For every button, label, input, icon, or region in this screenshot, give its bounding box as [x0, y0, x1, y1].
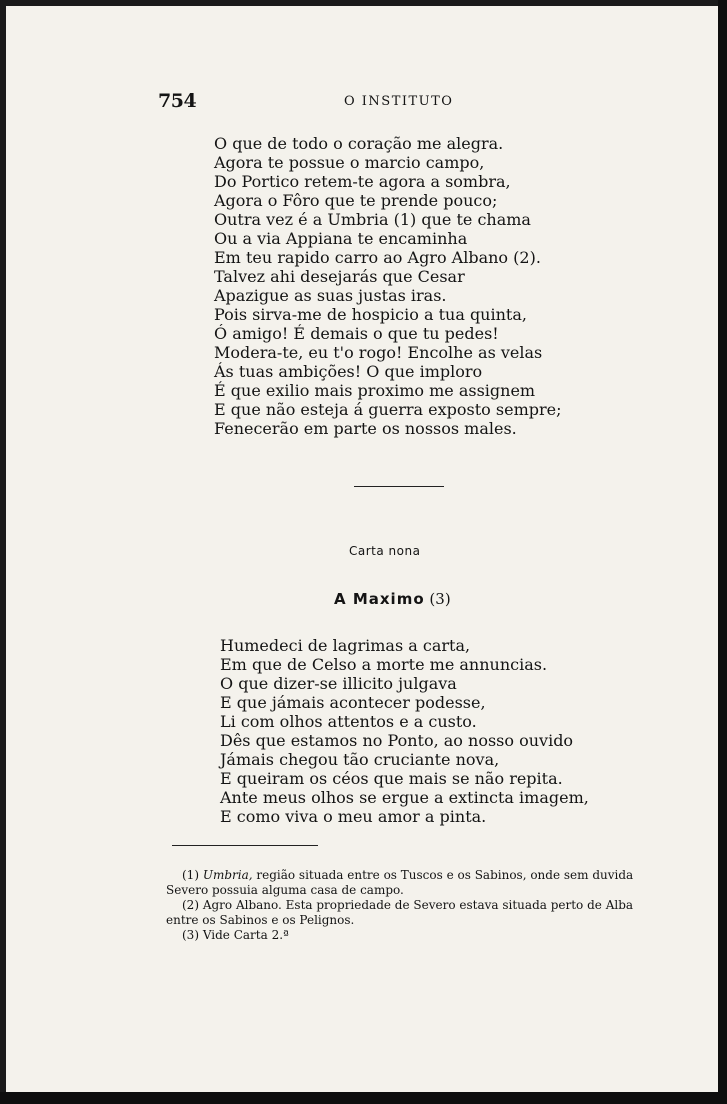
- scan-border-bottom: [0, 1092, 727, 1104]
- verse-line: Em teu rapido carro ao Agro Albano (2).: [214, 248, 541, 267]
- letter-poem: [220, 636, 589, 826]
- verse-line: Jámais chegou tão cruciante nova,: [220, 750, 500, 769]
- verse-line: Talvez ahi desejarás que Cesar: [214, 267, 465, 286]
- verse-line: Em que de Celso a morte me annuncias.: [220, 655, 548, 674]
- verse-line: O que dizer-se illicito julgava: [220, 674, 457, 693]
- footnote-marker: (1): [182, 868, 199, 882]
- scan-border-right: [718, 0, 727, 1104]
- verse-line: Ás tuas ambições! O que imploro: [214, 362, 483, 381]
- footnotes: [166, 868, 652, 943]
- verse-line: Ó amigo! É demais o que tu pedes!: [214, 324, 499, 343]
- footnote-divider: [172, 845, 318, 846]
- verse-line: Humedeci de lagrimas a carta,: [220, 636, 471, 655]
- verse-line: Ou a via Appiana te encaminha: [214, 229, 468, 248]
- footnote-marker: (2): [182, 898, 199, 912]
- verse-line: Agora te possue o marcio campo,: [214, 153, 485, 172]
- footnote-text: Agro Albano. Esta propriedade de Severo estava situada perto de Alba entre os Sabinos e os Pelignos.: [166, 898, 634, 927]
- letter-label: Carta nona: [349, 544, 421, 558]
- verse-line: Apazigue as suas justas iras.: [214, 286, 447, 305]
- verse-line: Dês que estamos no Ponto, ao nosso ouvido: [220, 731, 574, 750]
- verse-line: É que exilio mais proximo me assignem: [214, 381, 536, 400]
- verse-line: E que não esteja á guerra exposto sempre;: [214, 400, 562, 419]
- footnote: [166, 868, 652, 898]
- footnote-marker: (3): [182, 928, 199, 942]
- letter-title: [334, 590, 451, 608]
- verse-line: E como viva o meu amor a pinta.: [220, 807, 487, 826]
- letter-title-name: A Maximo: [334, 590, 425, 608]
- verse-line: Outra vez é a Umbria (1) que te chama: [214, 210, 531, 229]
- verse-line: Li com olhos attentos e a custo.: [220, 712, 477, 731]
- verse-line: Modera-te, eu t'o rogo! Encolhe as velas: [214, 343, 543, 362]
- footnote: [166, 928, 652, 943]
- verse-line: E que jámais acontecer podesse,: [220, 693, 486, 712]
- running-title: O INSTITUTO: [344, 94, 454, 109]
- verse-line: Agora o Fôro que te prende pouco;: [214, 191, 498, 210]
- footnote-text: região situada entre os Tuscos e os Sabinos, onde sem duvida Severo possuia alguma casa de campo.: [166, 868, 634, 897]
- verse-line: O que de todo o coração me alegra.: [214, 134, 504, 153]
- footnote-text: Vide Carta 2.ª: [202, 928, 289, 942]
- footnote: [166, 898, 652, 928]
- footnote-term: Umbria,: [202, 868, 253, 882]
- letter-title-note: (3): [429, 590, 451, 608]
- verse-line: Fenecerão em parte os nossos males.: [214, 419, 517, 438]
- section-divider: [354, 486, 444, 487]
- verse-line: Do Portico retem-te agora a sombra,: [214, 172, 511, 191]
- book-page: [6, 6, 718, 1092]
- verse-line: Ante meus olhos se ergue a extincta imagem,: [220, 788, 589, 807]
- verse-line: E queiram os céos que mais se não repita.: [220, 769, 563, 788]
- verse-line: Pois sirva-me de hospicio a tua quinta,: [214, 305, 527, 324]
- poem-continued: [214, 134, 561, 438]
- page-number: 754: [158, 90, 197, 112]
